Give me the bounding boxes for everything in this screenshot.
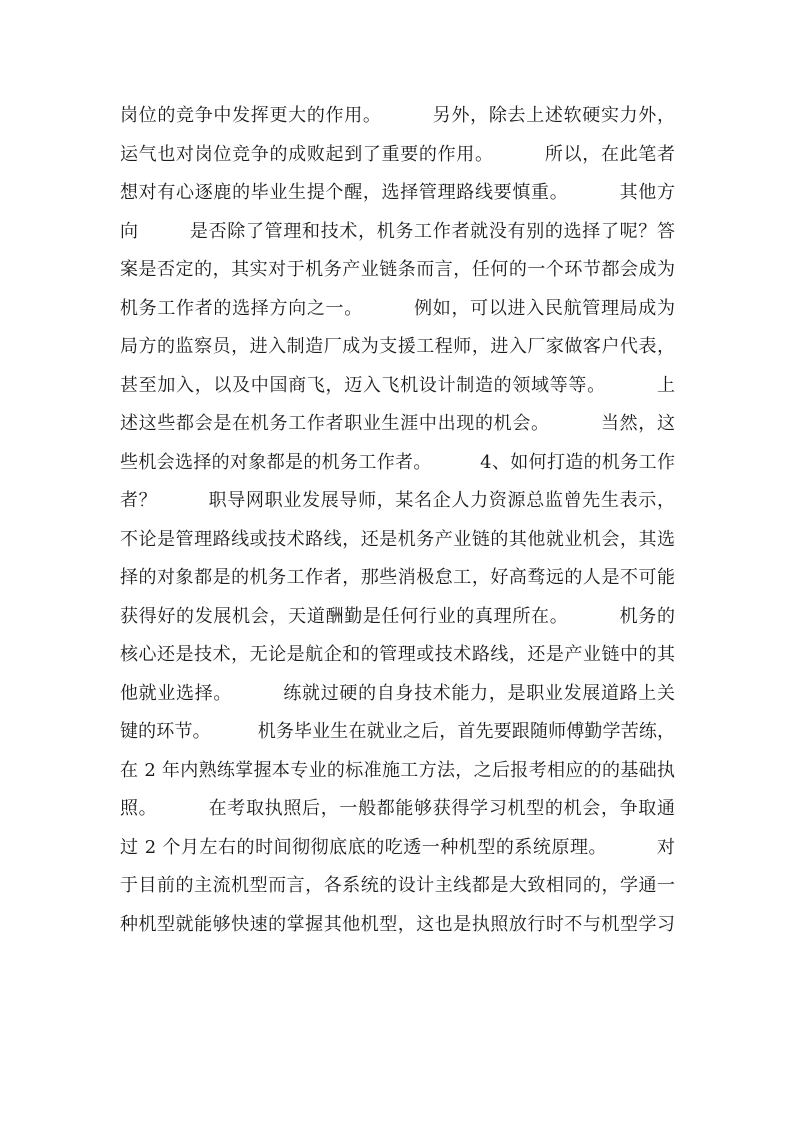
text-line: 些机会选择的对象都是的机务工作者。 4、如何打造的机务工作 (120, 451, 675, 473)
text-line: 局方的监察员，进入制造厂成为支援工程师，进入厂家做客户代表， (120, 336, 675, 357)
text-line: 不论是管理路线或技术路线，还是机务产业链的其他就业机会，其选 (120, 528, 675, 550)
text-line: 想对有心逐鹿的毕业生提个醒，选择管理路线要慎重。 其他方 (120, 182, 675, 203)
text-line: 种机型就能够快速的掌握其他机型，这也是执照放行时不与机型学习 (120, 913, 675, 935)
text-line: 于目前的主流机型而言，各系统的设计主线都是大致相同的，学通一 (120, 875, 675, 896)
text-line: 他就业选择。 练就过硬的自身技术能力，是职业发展道路上关 (120, 682, 675, 704)
text-line: 在 2 年内熟练掌握本专业的标准施工方法，之后报考相应的的基础执 (120, 759, 675, 781)
text-line: 获得好的发展机会，天道酬勤是任何行业的真理所在。 机务的 (120, 605, 675, 627)
text-line: 运气也对岗位竞争的成败起到了重要的作用。 所以，在此笔者 (120, 143, 675, 165)
text-line: 甚至加入，以及中国商飞，迈入飞机设计制造的领域等等。 上 (120, 374, 675, 396)
text-line: 向 是否除了管理和技术，机务工作者就没有别的选择了呢？答 (120, 220, 675, 242)
text-line: 岗位的竞争中发挥更大的作用。 另外，除去上述软硬实力外， (120, 105, 675, 126)
text-line: 者？ 职导网职业发展导师，某名企人力资源总监曾先生表示， (120, 490, 675, 511)
text-line: 述这些都会是在机务工作者职业生涯中出现的机会。 当然，这 (120, 413, 675, 434)
text-line: 案是否定的，其实对于机务产业链条而言，任何的一个环节都会成为 (120, 259, 675, 280)
text-line: 核心还是技术，无论是航企和的管理或技术路线，还是产业链中的其 (120, 644, 675, 665)
text-line: 机务工作者的选择方向之一。 例如，可以进入民航管理局成为 (120, 297, 675, 319)
text-line: 择的对象都是的机务工作者，那些消极怠工，好高骛远的人是不可能 (120, 567, 675, 588)
text-line: 照。 在考取执照后，一般都能够获得学习机型的机会，争取通 (120, 798, 675, 819)
text-line: 过 2 个月左右的时间彻彻底底的吃透一种机型的系统原理。 对 (120, 836, 675, 858)
text-line: 键的环节。 机务毕业生在就业之后，首先要跟随师傅勤学苦练， (120, 721, 675, 742)
body-text (120, 97, 675, 944)
